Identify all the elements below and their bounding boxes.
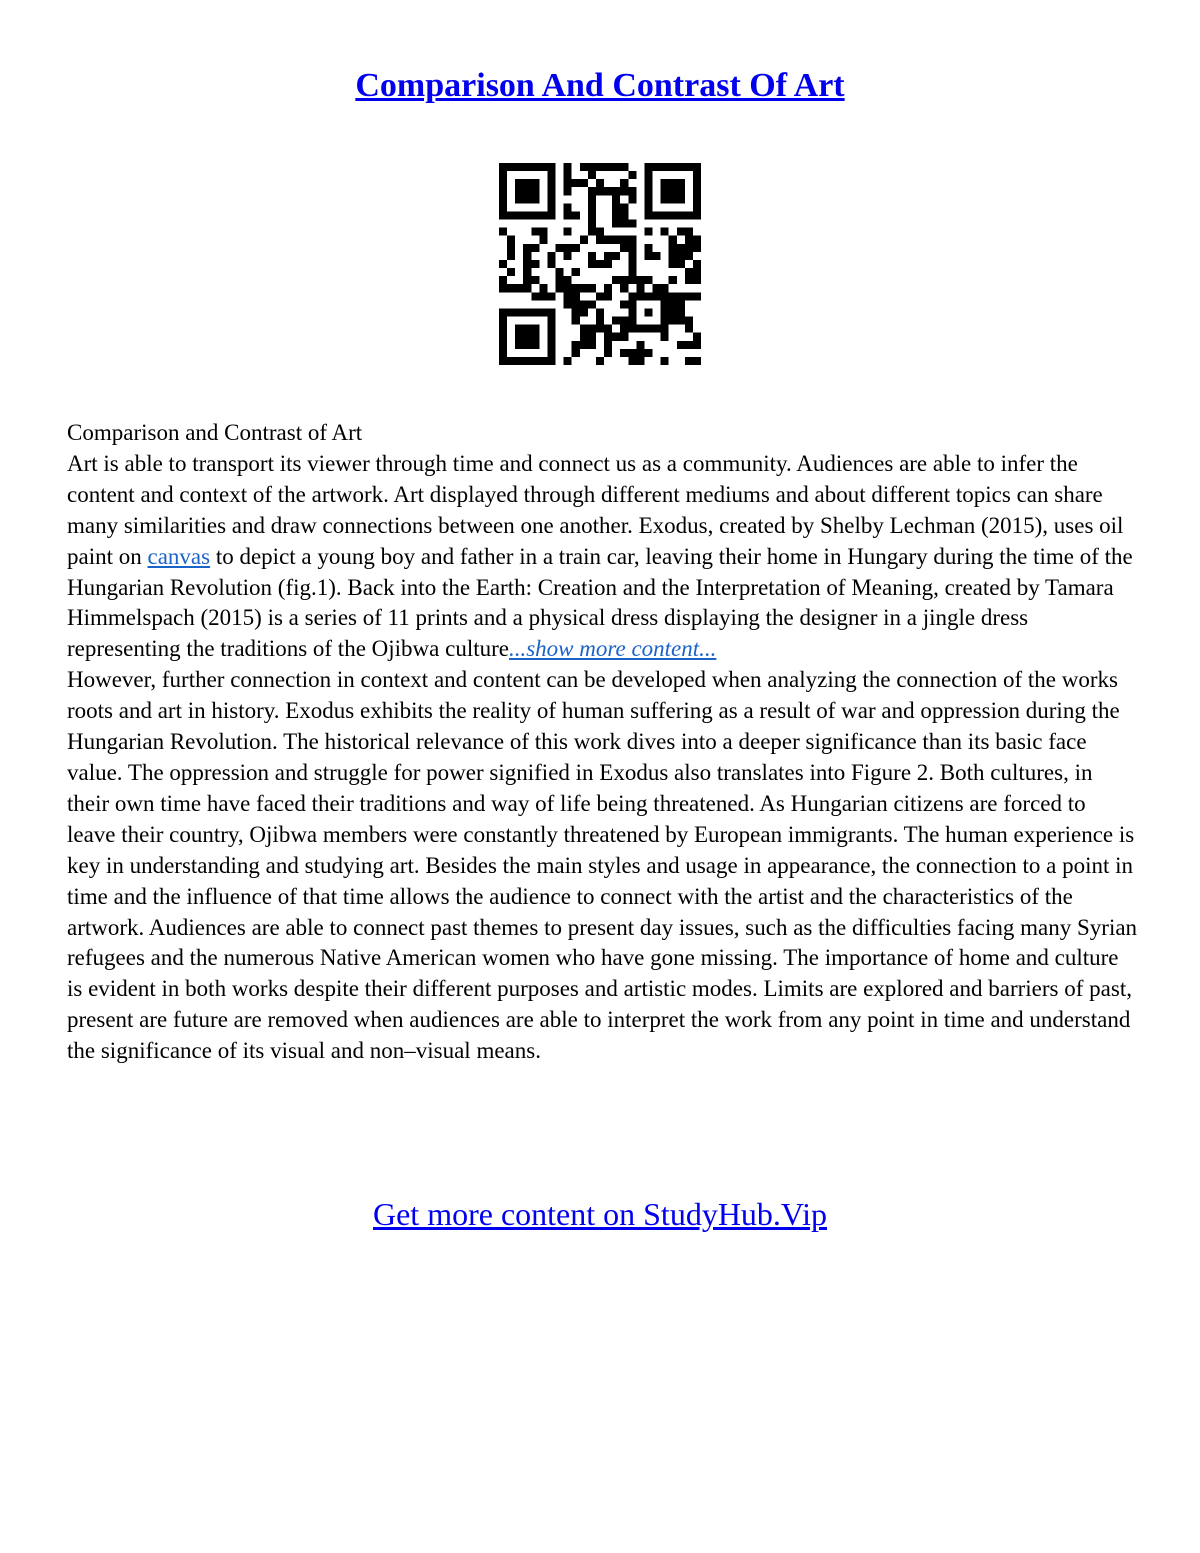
studyhub-link[interactable]: Get more content on StudyHub.Vip bbox=[372, 1196, 827, 1232]
title-link[interactable]: Comparison And Contrast Of Art bbox=[355, 67, 845, 104]
footer bbox=[0, 1193, 1200, 1235]
qr-code-icon bbox=[499, 163, 701, 365]
paragraph-1 bbox=[67, 449, 1139, 665]
qr-code bbox=[499, 163, 701, 365]
article-body bbox=[67, 418, 1139, 1067]
paragraph-2: However, further connection in context and content can be developed when analyzing the connection of the works roots and art in history. Exodus exhibits the reality of human suffering as a result of war and oppression during the Hungarian Revolution. The historical relevance of this work dives into a deeper significance than its basic face value. The oppression and struggle for power signified in Exodus also translates into Figure 2. Both cultures, in their own time have faced their traditions and way of life being threatened. As Hungarian citizens are forced to leave their country, Ojibwa members were constantly threatened by European immigrants. The human experience is key in understanding and studying art. Besides the main styles and usage in appearance, the connection to a point in time and the influence of that time allows the audience to connect with the artist and the characteristics of the artwork. Audiences are able to connect past themes to present day issues, such as the difficulties facing many Syrian refugees and the numerous Native American women who have gone missing. The importance of home and culture is evident in both works despite their different purposes and artistic modes. Limits are explored and barriers of past, present are future are removed when audiences are able to interpret the work from any point in time and understand the significance of its visual and non–visual means. bbox=[67, 667, 1138, 1064]
article-heading: Comparison and Contrast of Art bbox=[67, 420, 363, 445]
show-more-link[interactable]: ...show more content... bbox=[508, 636, 717, 662]
paragraph-1-text-a: Art is able to transport its viewer through time and connect us as a community. Audiences are able to infer the content and context of the artwork. Art displayed through different mediums and about different topics can share many similarities and draw connections between one another. Exodus, created by Shelby Lechman (2015), uses oil paint on bbox=[67, 450, 1124, 569]
paragraph-1-text-b: to depict a young boy and father in a train car, leaving their home in Hungary during the time of the Hungarian Revolution (fig.1). Back into the Earth: Creation and the Interpretation of Meaning, created by Tamara Himmelspach (2015) is a series of 11 prints and a physical dress displaying the designer in a jingle dress representing the traditions of the Ojibwa culture bbox=[67, 543, 1133, 662]
page-title bbox=[0, 64, 1200, 108]
canvas-link[interactable]: canvas bbox=[147, 543, 211, 569]
